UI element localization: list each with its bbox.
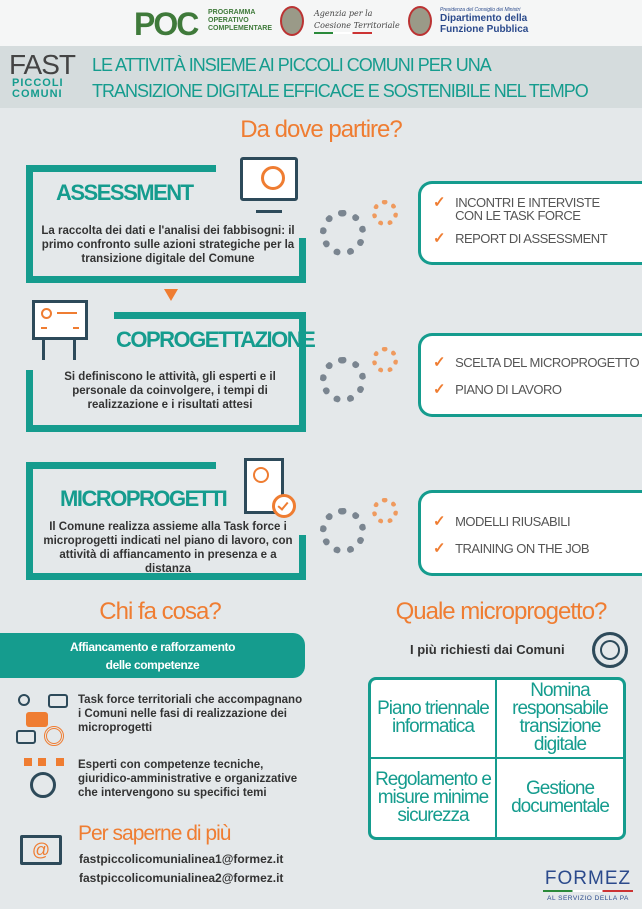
gears-icon xyxy=(320,210,366,256)
email-link[interactable]: fastpiccolicomunialinea1@formez.it xyxy=(79,852,284,866)
output-item: MODELLI RIUSABILI xyxy=(455,514,571,529)
check-icon: ✓ xyxy=(433,381,446,398)
header-logos xyxy=(0,0,642,46)
strategy-board-icon xyxy=(32,300,88,340)
grid-cell: Nomina responsabile transizione digitale xyxy=(497,680,623,759)
output-item: REPORT DI ASSESSMENT xyxy=(455,231,608,246)
step-title: COPROGETTAZIONE xyxy=(116,327,315,352)
check-icon: ✓ xyxy=(433,230,446,247)
section-heading-start: Da dove partire? xyxy=(240,116,402,143)
gears-icon xyxy=(372,498,398,524)
outputs-microprogetti xyxy=(418,490,642,576)
check-icon: ✓ xyxy=(433,354,446,371)
step-title: ASSESSMENT xyxy=(56,180,193,205)
outputs-assessment xyxy=(418,181,642,265)
check-icon: ✓ xyxy=(433,540,446,557)
frame-bar xyxy=(299,535,306,580)
gears-icon xyxy=(372,200,398,226)
contact-heading: Per saperne di più xyxy=(78,822,231,845)
output-item: SCELTA DEL MICROPROGETTO xyxy=(455,355,640,370)
poc-logo: POC xyxy=(134,6,198,42)
fast-logo: FAST xyxy=(9,49,76,80)
frame-bar xyxy=(114,312,306,319)
page-title: LE ATTIVITÀ INSIEME AI PICCOLI COMUNI PER UNA TRANSIZIONE DIGITALE EFFICACE E SOSTENIBILE NEL TEMPO xyxy=(92,55,588,101)
email-monitor-icon: @ xyxy=(20,835,62,865)
agency-logo: Agenzia per la Coesione Territoriale xyxy=(314,8,400,34)
check-icon: ✓ xyxy=(433,194,446,211)
who-item: Esperti con competenze tecniche, giuridico-amministrative e organizzative che intervengono su specifici temi xyxy=(78,759,298,799)
gears-icon xyxy=(320,357,366,403)
who-item: Task force territoriali che accompagnano i Comuni nelle fasi di realizzazione dei microprogetti xyxy=(78,694,303,734)
formez-logo: FORMEZ AL SERVIZIO DELLA PA xyxy=(544,868,632,902)
monitor-stand xyxy=(256,201,282,213)
email-link[interactable]: fastpiccolicomunialinea2@formez.it xyxy=(79,871,284,885)
step-title: MICROPROGETTI xyxy=(60,486,227,511)
who-banner: Affiancamento e rafforzamento delle competenze xyxy=(0,633,305,678)
easel-legs xyxy=(42,340,76,360)
outputs-coprogettazione xyxy=(418,333,642,417)
which-subtitle: I più richiesti dai Comuni xyxy=(410,642,565,657)
section-heading-who: Chi fa cosa? xyxy=(99,598,221,625)
frame-bar xyxy=(26,370,33,432)
dept-logo: Presidenza del Consiglio dei Ministri Dipartimento della Funzione Pubblica xyxy=(440,7,529,35)
step-desc: Si definiscono le attività, gli esperti e il personale da coinvolgere, i tempi di realizzazione e i risultati attesi xyxy=(64,371,276,411)
fast-logo-sub: PICCOLI COMUNI xyxy=(12,77,64,100)
grid-cell: Regolamento e misure minime sicurezza xyxy=(371,759,497,838)
step-desc: Il Comune realizza assieme alla Task force i microprogetti indicati nel piano di lavoro, con attività di affiancamento in presenza e a distanza xyxy=(43,521,293,575)
frame-bar xyxy=(26,462,216,469)
title-band xyxy=(0,46,642,108)
grid-cell: Piano triennale informatica xyxy=(371,680,497,759)
monitor-analysis-icon xyxy=(240,157,298,201)
check-icon: ✓ xyxy=(433,513,446,530)
expert-badge-icon xyxy=(22,758,66,808)
output-item: INCONTRI E INTERVISTE CON LE TASK FORCE xyxy=(455,195,600,223)
target-icon xyxy=(592,632,628,668)
task-force-icon xyxy=(14,692,72,748)
output-item: TRAINING ON THE JOB xyxy=(455,541,590,556)
poc-text: PROGRAMMA OPERATIVO COMPLEMENTARE xyxy=(208,9,273,32)
section-heading-which: Quale microprogetto? xyxy=(395,598,607,625)
frame-bar xyxy=(299,238,306,283)
frame-bar xyxy=(26,165,216,172)
check-badge-icon xyxy=(272,494,296,518)
emblem-icon xyxy=(280,6,304,36)
microproject-grid xyxy=(368,677,626,840)
output-item: PIANO DI LAVORO xyxy=(455,382,562,397)
gears-icon xyxy=(372,347,398,373)
gears-icon xyxy=(320,508,366,554)
grid-cell: Gestione documentale xyxy=(511,777,609,817)
emblem-icon xyxy=(408,6,432,36)
step-desc: La raccolta dei dati e l'analisi dei fabbisogni: il primo confronto sulle azioni strategiche per la transizione digitale del Comune xyxy=(41,225,295,265)
down-arrow-icon xyxy=(164,289,178,301)
